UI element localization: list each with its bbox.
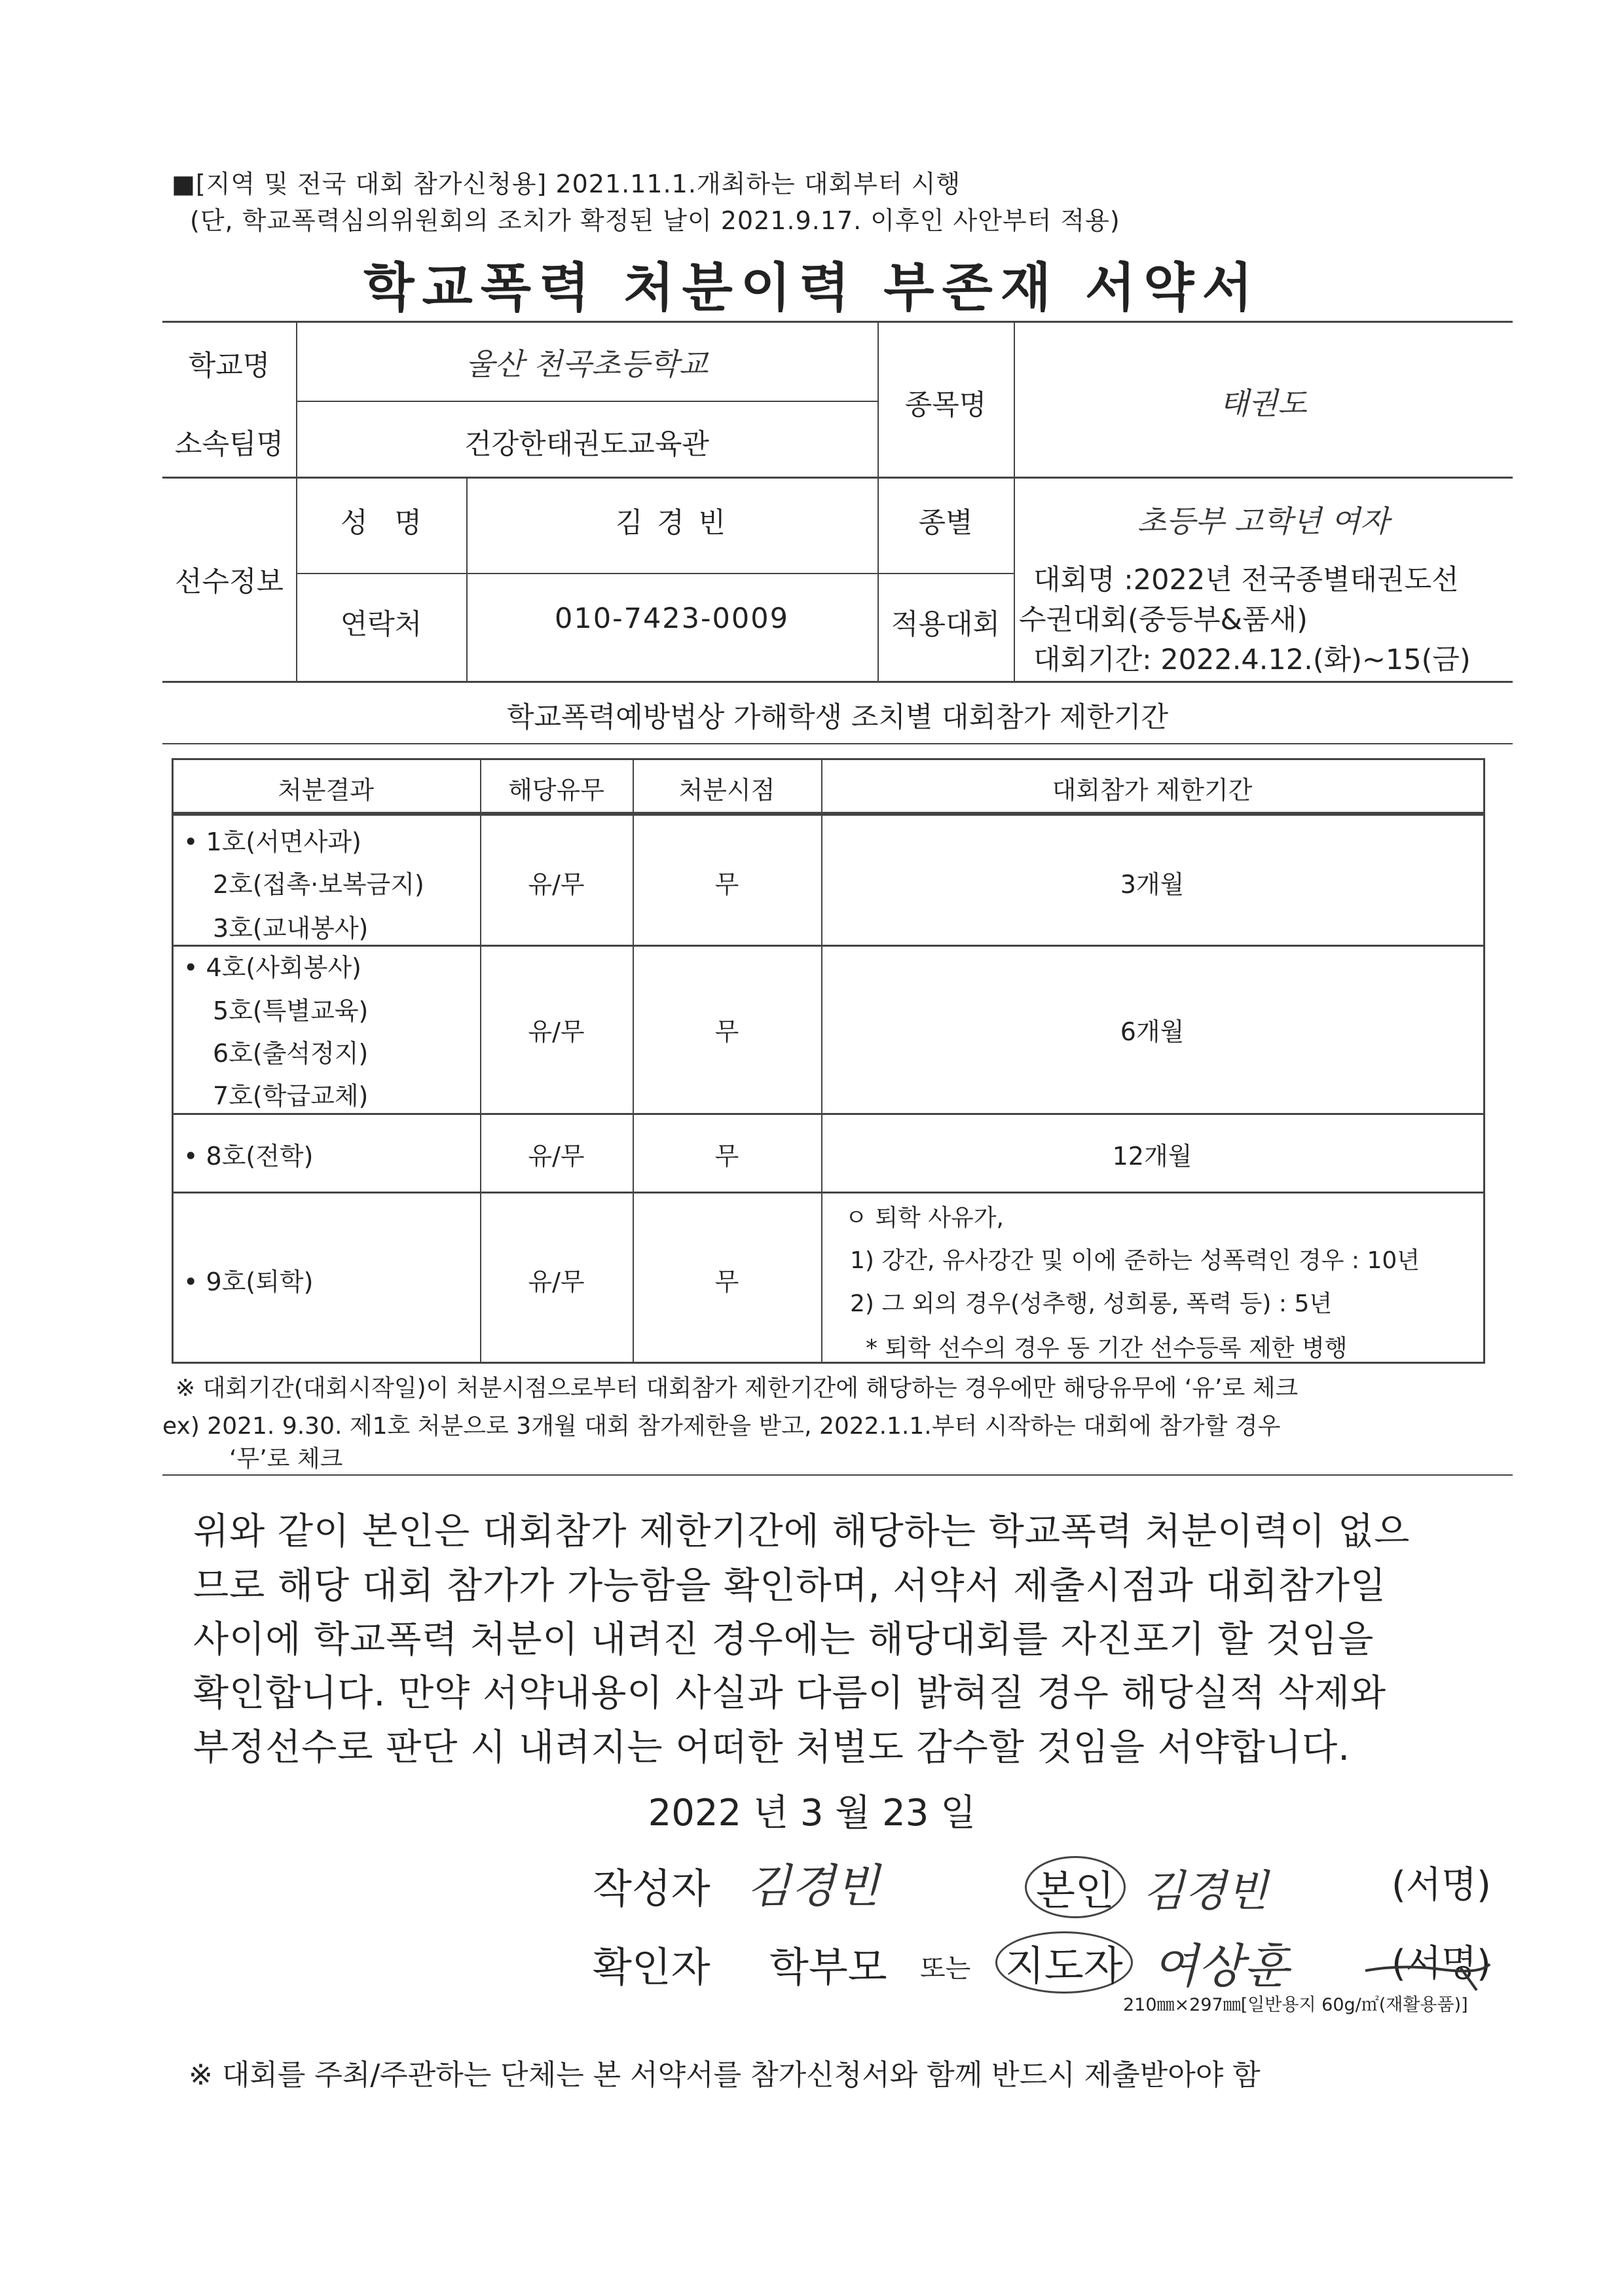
player-info-label: 선수정보	[174, 566, 284, 598]
restriction-table-row-1-line	[172, 945, 1485, 947]
restriction-table-left	[172, 758, 174, 1364]
row-1-item-2: 2호(접촉·보복금지)	[213, 870, 424, 899]
row-4-applicable: 유/무	[528, 1267, 585, 1296]
row-2-item-1: • 4호(사회봉사)	[183, 953, 361, 982]
row-4-item-1: • 9호(퇴학)	[183, 1267, 314, 1296]
competition-label: 적용대회	[891, 608, 1001, 641]
row-3-item-1: • 8호(전학)	[183, 1142, 314, 1171]
header-applicable: 해당유무	[508, 776, 604, 805]
page-title: 학교폭력 처분이력 부존재 서약서	[363, 257, 1261, 318]
info-table-mid-line-right	[877, 573, 1014, 574]
row-4-period-line-3: 2) 그 외의 경우(성추행, 성희롱, 폭력 등) : 5년	[850, 1290, 1333, 1317]
row-3-timing: 무	[714, 1142, 739, 1171]
self-label: 본인	[1025, 1856, 1126, 1918]
row-2-item-3: 6호(출석정지)	[213, 1039, 369, 1068]
info-table-bottom-border	[162, 681, 1513, 683]
school-value: 울산 천곡초등학교	[465, 346, 709, 382]
notice-line-1: ■[지역 및 전국 대회 참가신청용] 2021.11.1.개최하는 대회부터 시행	[172, 170, 961, 198]
pledge-line-4: 확인합니다. 만약 서약내용이 사실과 다름이 밝혀질 경우 해당실적 삭제와	[193, 1672, 1387, 1715]
pledge-line-2: 므로 해당 대회 참가가 가능함을 확인하며, 서약서 제출시점과 대회참가일	[193, 1565, 1387, 1607]
coach-handwritten-signature: 여상훈	[1153, 1939, 1289, 1994]
note-line-3: ‘무’로 체크	[229, 1446, 343, 1472]
info-table-mid-line-left	[296, 401, 877, 402]
info-table-divider	[162, 477, 1513, 479]
writer-handwritten-name: 김경빈	[747, 1859, 879, 1913]
footer-note: ※ 대회를 주최/주관하는 단체는 본 서약서를 참가신청서와 함께 반드시 제출받아야 함	[189, 2058, 1261, 2092]
note-line-1: ※ 대회기간(대회시작일)이 처분시점으로부터 대회참가 제한기간에 해당하는 경우에만 해당유무에 ‘유’로 체크	[175, 1375, 1299, 1402]
row-1-timing: 무	[714, 870, 739, 899]
row-2-item-4: 7호(학급교체)	[213, 1082, 369, 1110]
restriction-table-row-2-line	[172, 1113, 1485, 1115]
notice-line-2: (단, 학교폭력심의위원회의 조치가 확정된 날이 2021.9.17. 이후인 사안부터 적용)	[190, 206, 1120, 235]
restriction-table-right	[1483, 758, 1485, 1364]
event-label: 종목명	[904, 389, 987, 422]
competition-period: 대회기간: 2022.4.12.(화)~15(금)	[1033, 644, 1471, 676]
notes-underline	[162, 1474, 1513, 1476]
row-1-item-3: 3호(교내봉사)	[213, 914, 369, 943]
competition-name-line-2: 수권대회(중등부&품새)	[1019, 604, 1308, 636]
self-handwritten-signature: 김경빈	[1143, 1866, 1268, 1916]
coach-label: 지도자	[995, 1931, 1133, 1994]
row-1-applicable: 유/무	[528, 870, 585, 899]
restriction-table-col-3	[821, 758, 822, 1364]
restriction-table-header-line	[172, 812, 1485, 816]
note-line-2: ex) 2021. 9.30. 제1호 처분으로 3개월 대회 참가제한을 받고, 2022.1.1.부터 시작하는 대회에 참가할 경우	[162, 1413, 1281, 1440]
row-2-item-2: 5호(특별교육)	[213, 996, 369, 1025]
row-4-period-line-1: ㅇ 퇴학 사유가,	[845, 1205, 1004, 1231]
category-label: 종별	[918, 507, 973, 539]
row-4-timing: 무	[714, 1267, 739, 1296]
pledge-line-3: 사이에 학교폭력 처분이 내려진 경우에는 해당대회를 자진포기 할 것임을	[193, 1618, 1375, 1661]
restriction-table-top	[172, 758, 1485, 760]
school-label: 학교명	[188, 350, 270, 382]
contact-value: 010-7423-0009	[555, 602, 789, 635]
row-3-period: 12개월	[1112, 1142, 1192, 1171]
info-table-mid-line-player	[296, 573, 877, 574]
pledge-line-1: 위와 같이 본인은 대회참가 제한기간에 해당하는 학교폭력 처분이력이 없으	[193, 1510, 1411, 1553]
contact-label: 연락처	[340, 608, 422, 641]
row-3-applicable: 유/무	[528, 1142, 585, 1171]
section-heading-underline	[162, 743, 1513, 744]
restriction-table-row-3-line	[172, 1192, 1485, 1194]
header-period: 대회참가 제한기간	[1052, 776, 1253, 805]
category-value: 초등부 고학년 여자	[1137, 503, 1390, 539]
section-heading: 학교폭력예방법상 가해학생 조치별 대회참가 제한기간	[506, 701, 1169, 734]
paper-spec: 210㎜×297㎜[일반용지 60g/㎡(재활용품)]	[1123, 1995, 1468, 2015]
row-2-applicable: 유/무	[528, 1017, 585, 1046]
row-1-period: 3개월	[1120, 870, 1185, 899]
parent-label: 학부모	[769, 1943, 887, 1991]
pledge-date: 2022 년 3 월 23 일	[648, 1792, 976, 1834]
row-4-period-line-2: 1) 강간, 유사강간 및 이에 준하는 성폭력인 경우 : 10년	[850, 1247, 1420, 1274]
signature-strikethrough-scribble	[1362, 1938, 1493, 1997]
or-label: 또는	[920, 1954, 971, 1984]
row-4-period-line-4: * 퇴학 선수의 경우 동 기간 선수등록 제한 병행	[866, 1335, 1348, 1362]
event-value: 태권도	[1219, 386, 1307, 421]
pledge-line-5: 부정선수로 판단 시 내려지는 어떠한 처벌도 감수할 것임을 서약합니다.	[193, 1726, 1350, 1769]
team-value: 건강한태권도교육관	[464, 428, 709, 461]
header-result: 처분결과	[278, 776, 374, 805]
row-1-item-1: • 1호(서면사과)	[183, 828, 361, 856]
row-2-period: 6개월	[1120, 1017, 1185, 1046]
sign-label-2: (서명)	[1392, 1942, 1491, 1985]
name-value: 김 경 빈	[616, 507, 728, 539]
header-timing: 처분시점	[678, 776, 775, 805]
competition-name-line-1: 대회명 :2022년 전국종별태권도선	[1033, 564, 1459, 596]
writer-label: 작성자	[593, 1865, 710, 1912]
name-label: 성 명	[340, 507, 422, 539]
row-2-timing: 무	[714, 1017, 739, 1046]
confirmer-label: 확인자	[593, 1943, 710, 1991]
sign-label-1: (서명)	[1392, 1864, 1491, 1906]
info-table-top-border	[162, 321, 1513, 323]
team-label: 소속팀명	[174, 428, 284, 461]
